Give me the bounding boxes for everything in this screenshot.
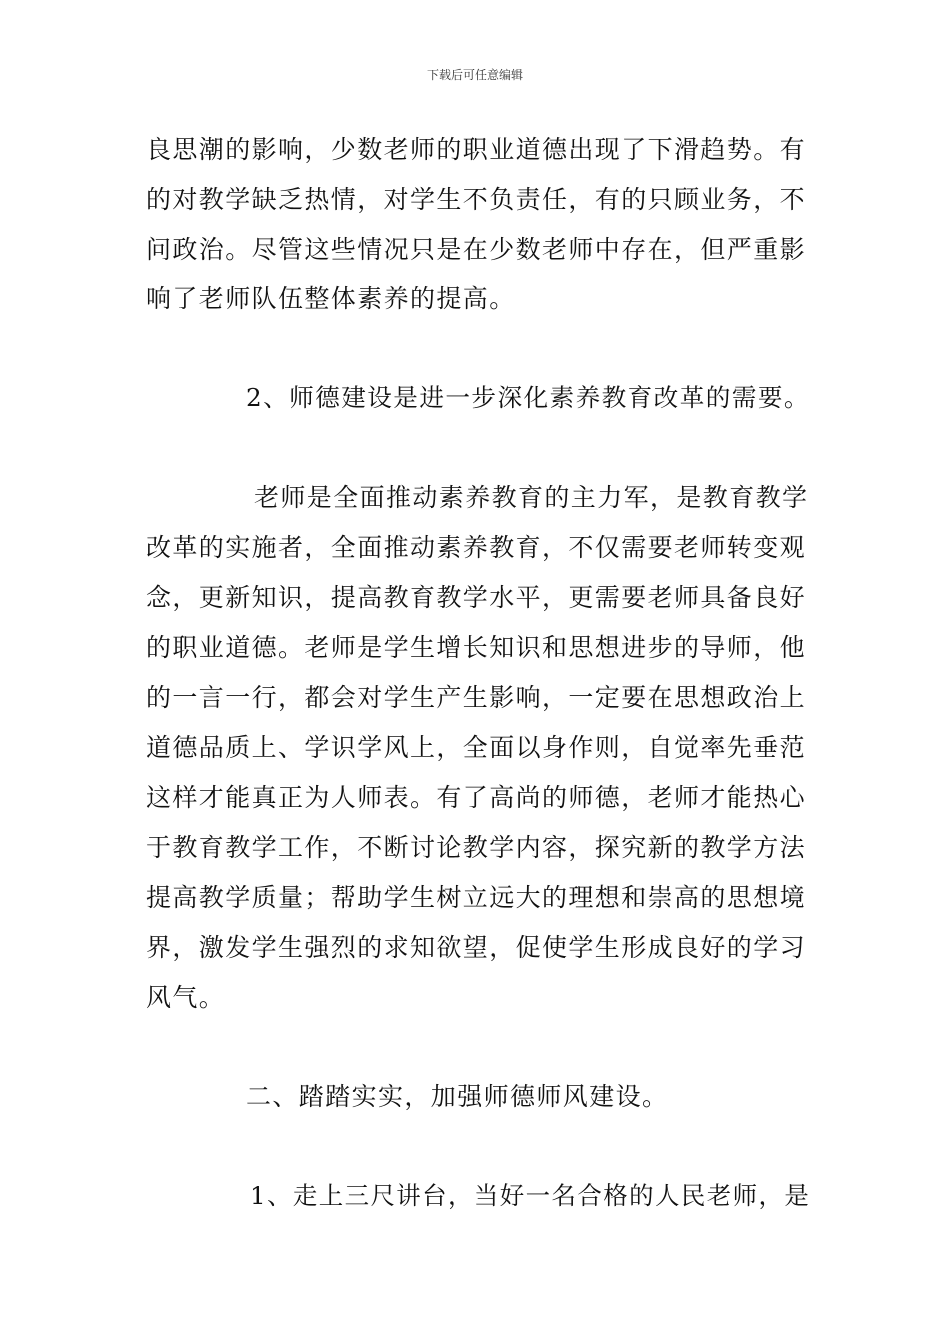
paragraph-3-line-2: 改革的实施者，全面推动素养教育，不仅需要老师转变观 [146, 533, 807, 562]
paragraph-3-line-11: 风气。 [146, 983, 226, 1012]
paragraph-3-line-3: 念，更新知识，提高教育教学水平，更需要老师具备良好 [146, 583, 807, 612]
page-header-note: 下载后可任意编辑 [426, 68, 523, 82]
paragraph-1-line-1: 良思潮的影响，少数老师的职业道德出现了下滑趋势。有 [146, 135, 807, 164]
paragraph-3-line-4: 的职业道德。老师是学生增长知识和思想进步的导师，他 [146, 633, 807, 662]
paragraph-3-line-6: 道德品质上、学识学风上，全面以身作则，自觉率先垂范 [146, 733, 807, 762]
paragraph-3-line-10: 界，激发学生强烈的求知欲望，促使学生形成良好的学习 [146, 933, 807, 962]
paragraph-3-line-1: 老师是全面推动素养教育的主力军，是教育教学 [254, 483, 809, 512]
paragraph-1-line-4: 响了老师队伍整体素养的提高。 [146, 284, 516, 313]
section-heading-2: 2、师德建设是进一步深化素养教育改革的需要。 [246, 383, 810, 412]
paragraph-5-line-1: 1、走上三尺讲台，当好一名合格的人民老师，是 [250, 1181, 811, 1210]
section-heading-two: 二、踏踏实实，加强师德师风建设。 [246, 1082, 669, 1111]
paragraph-1-line-3: 问政治。尽管这些情况只是在少数老师中存在，但严重影 [146, 235, 807, 264]
paragraph-3-line-5: 的一言一行，都会对学生产生影响，一定要在思想政治上 [146, 683, 807, 712]
paragraph-3-line-8: 于教育教学工作，不断讨论教学内容，探究新的教学方法 [146, 833, 807, 862]
paragraph-3-line-7: 这样才能真正为人师表。有了高尚的师德，老师才能热心 [146, 783, 807, 812]
paragraph-3-line-9: 提高教学质量；帮助学生树立远大的理想和崇高的思想境 [146, 883, 807, 912]
paragraph-1-line-2: 的对教学缺乏热情，对学生不负责任，有的只顾业务，不 [146, 185, 807, 214]
